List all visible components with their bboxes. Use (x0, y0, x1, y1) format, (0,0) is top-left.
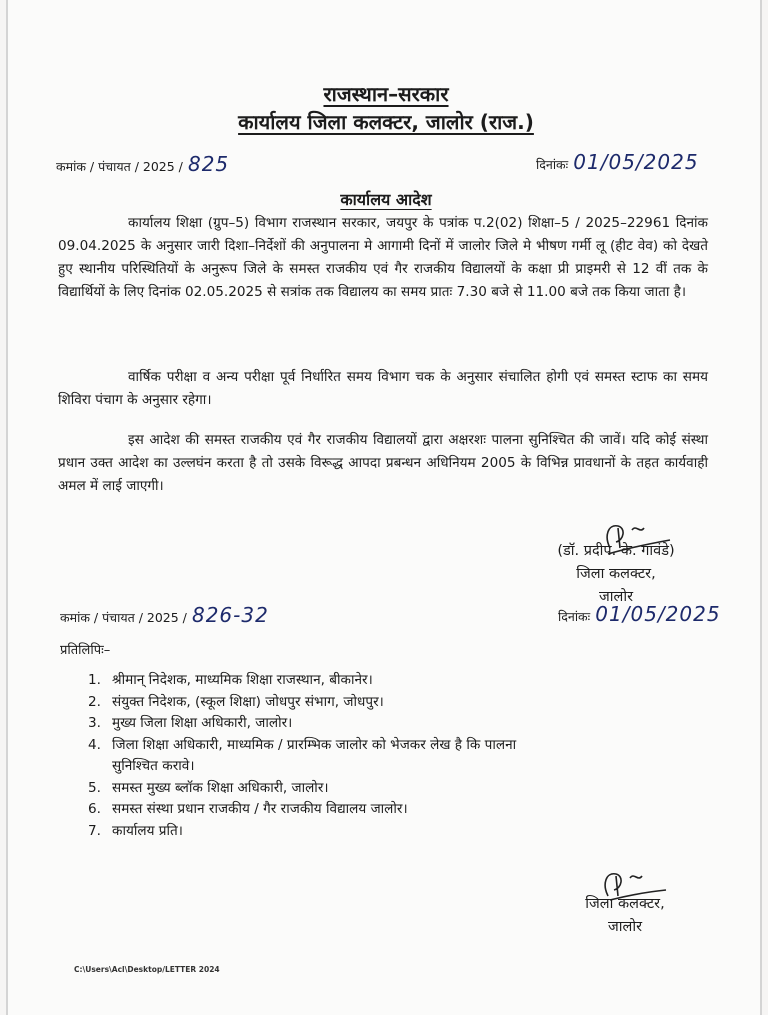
handwritten-number: 825 (187, 152, 230, 176)
handwritten-date: 01/05/2025 (573, 150, 699, 174)
item-text: समस्त मुख्य ब्लॉक शिक्षा अधिकारी, जालोर। (112, 779, 329, 796)
copy-list-item (88, 670, 548, 692)
copy-list-item (88, 778, 548, 800)
item-text: श्रीमान् निदेशक, माध्यमिक शिक्षा राजस्थान, बीकानेर। (112, 672, 373, 688)
item-number: 6. (88, 801, 101, 817)
item-text: समस्त संस्था प्रधान राजकीय / गैर राजकीय विद्यालय जालोर। (112, 801, 408, 817)
handwritten-number: 826-32 (191, 603, 269, 627)
order-paragraph-1: कार्यालय शिक्षा (ग्रुप–5) विभाग राजस्थान सरकार, जयपुर के पत्रांक प.2(02) शिक्षा–5 / 2025–22961 दिनांक 09.04.2025 के अनुसार जारी दिशा–निर्देशों की अनुपालना मे आगामी दिनों में जालोर जिले मे भीषण गर्मी लू (हीट वेव) को देखते हुए स्थानीय परिस्थितियों के अनुरूप जिले के समस्त राजकीय एवं गैर राजकीय विद्यालयों के कक्षा प्री प्राइमरी से 12 वीं तक के विद्यार्थियों के लिए दिनांक 02.05.2025 से सत्रांक तक विद्यालय का समय प्रातः 7.30 बजे से 11.00 बजे तक किया जाता है। (58, 215, 708, 300)
file-path-footer: C:\Users\Acl\Desktop/LETTER 2024 (74, 965, 220, 974)
signatory-block-2 (560, 893, 690, 939)
handwritten-date: 01/05/2025 (595, 602, 721, 626)
order-title (8, 188, 764, 210)
item-number: 3. (88, 715, 101, 731)
order-title-text: कार्यालय आदेश (340, 190, 432, 209)
copy-list-item (88, 713, 548, 735)
date-label: दिनांकः (558, 609, 591, 624)
item-text: मुख्य जिला शिक्षा अधिकारी, जालोर। (112, 715, 293, 731)
copy-list (88, 670, 548, 842)
item-text: जिला शिक्षा अधिकारी, माध्यमिक / प्रारम्भिक जालोर को भेजकर लेख है कि पालना सुनिश्चित करावे। (112, 736, 517, 774)
copy-list-item (88, 735, 548, 778)
reference-prefix: कमांक / पंचायत / 2025 / (56, 159, 183, 174)
reference-date-1 (536, 150, 699, 174)
copy-list-item (88, 692, 548, 714)
item-number: 4. (88, 736, 101, 753)
document-page (6, 0, 762, 1015)
order-paragraph-2: वार्षिक परीक्षा व अन्य परीक्षा पूर्व निर्धारित समय विभाग चक के अनुसार संचालित होगी एवं समस्त स्टाफ का समय शिविरा पंचाग के अनुसार रहेगा। (58, 369, 708, 408)
item-number: 2. (88, 693, 101, 710)
order-paragraph-3: इस आदेश की समस्त राजकीय एवं गैर राजकीय विद्यालयों द्वारा अक्षरशः पालना सुनिश्चित की जावें। यदि कोई संस्था प्रधान उक्त आदेश का उल्लघंन करता है तो उसके विरूद्ध आपदा प्रबन्धन अधिनियम 2005 के विभिन्न प्रावधानों के तहत कार्यवाही अमल में लाई जाएगी। (58, 432, 708, 494)
signatory-name: (डॉ. प्रदीप. के. गावंडे) (557, 543, 675, 559)
item-number: 5. (88, 779, 101, 796)
header-government (8, 80, 764, 107)
reference-date-2 (558, 602, 721, 626)
item-text: कार्यालय प्रति। (112, 822, 183, 839)
signatory-place: जालोर (598, 589, 634, 605)
header-line2: कार्यालय जिला कलक्टर, जालोर (राज.) (238, 110, 534, 134)
copy-heading: प्रतिलिपिः– (60, 643, 111, 658)
signatory-designation: जिला कलक्टर, (585, 896, 665, 912)
item-number: 1. (88, 672, 101, 688)
copy-list-item (88, 799, 548, 821)
reference-prefix: कमांक / पंचायत / 2025 / (60, 610, 187, 625)
reference-number-2 (60, 603, 269, 627)
signatory-designation: जिला कलक्टर, (576, 566, 656, 582)
signatory-place: जालोर (607, 919, 643, 935)
header-office (8, 108, 764, 135)
signatory-block-1 (516, 540, 716, 609)
reference-number-1 (56, 152, 229, 176)
copy-list-item (88, 821, 548, 843)
date-label: दिनांकः (536, 157, 569, 172)
header-line1: राजस्थान–सरकार (323, 82, 449, 106)
item-number: 7. (88, 822, 101, 839)
item-text: संयुक्त निदेशक, (स्कूल शिक्षा) जोधपुर संभाग, जोधपुर। (112, 693, 384, 710)
